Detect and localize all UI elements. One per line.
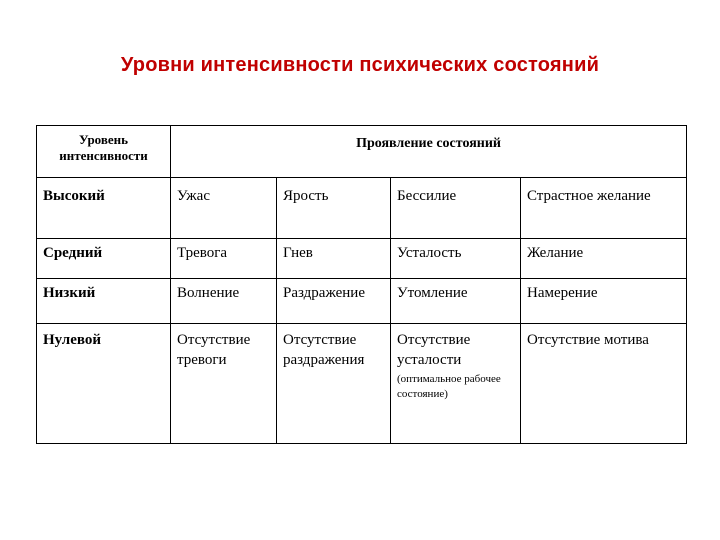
header-manifestation: Проявление состояний bbox=[171, 126, 687, 178]
state-cell: Утомление bbox=[391, 279, 521, 324]
level-cell: Нулевой bbox=[37, 324, 171, 444]
state-cell: Ужас bbox=[171, 178, 277, 239]
state-cell: Усталость bbox=[391, 239, 521, 279]
table-header-row bbox=[37, 126, 687, 178]
level-cell: Средний bbox=[37, 239, 171, 279]
page-title: Уровни интенсивности психических состояний bbox=[120, 54, 600, 76]
state-cell: Гнев bbox=[277, 239, 391, 279]
state-cell: Раздражение bbox=[277, 279, 391, 324]
state-cell: Отсутствие тревоги bbox=[171, 324, 277, 444]
state-cell: Отсутствие мотива bbox=[521, 324, 687, 444]
intensity-table bbox=[36, 125, 687, 444]
state-cell: Намерение bbox=[521, 279, 687, 324]
state-cell: Отсутствие раздражения bbox=[277, 324, 391, 444]
state-cell: Тревога bbox=[171, 239, 277, 279]
state-cell: Ярость bbox=[277, 178, 391, 239]
table-row bbox=[37, 239, 687, 279]
table-row bbox=[37, 324, 687, 444]
state-cell bbox=[391, 324, 521, 444]
state-cell: Желание bbox=[521, 239, 687, 279]
state-cell: Волнение bbox=[171, 279, 277, 324]
level-cell: Низкий bbox=[37, 279, 171, 324]
level-cell: Высокий bbox=[37, 178, 171, 239]
state-cell: Бессилие bbox=[391, 178, 521, 239]
header-level: Уровень интенсивности bbox=[37, 126, 171, 178]
state-cell-text: Отсутствие усталости bbox=[397, 332, 471, 368]
state-note: (оптимальное рабочее состояние) bbox=[397, 373, 501, 400]
table-row bbox=[37, 279, 687, 324]
state-cell: Страстное желание bbox=[521, 178, 687, 239]
table-row bbox=[37, 178, 687, 239]
